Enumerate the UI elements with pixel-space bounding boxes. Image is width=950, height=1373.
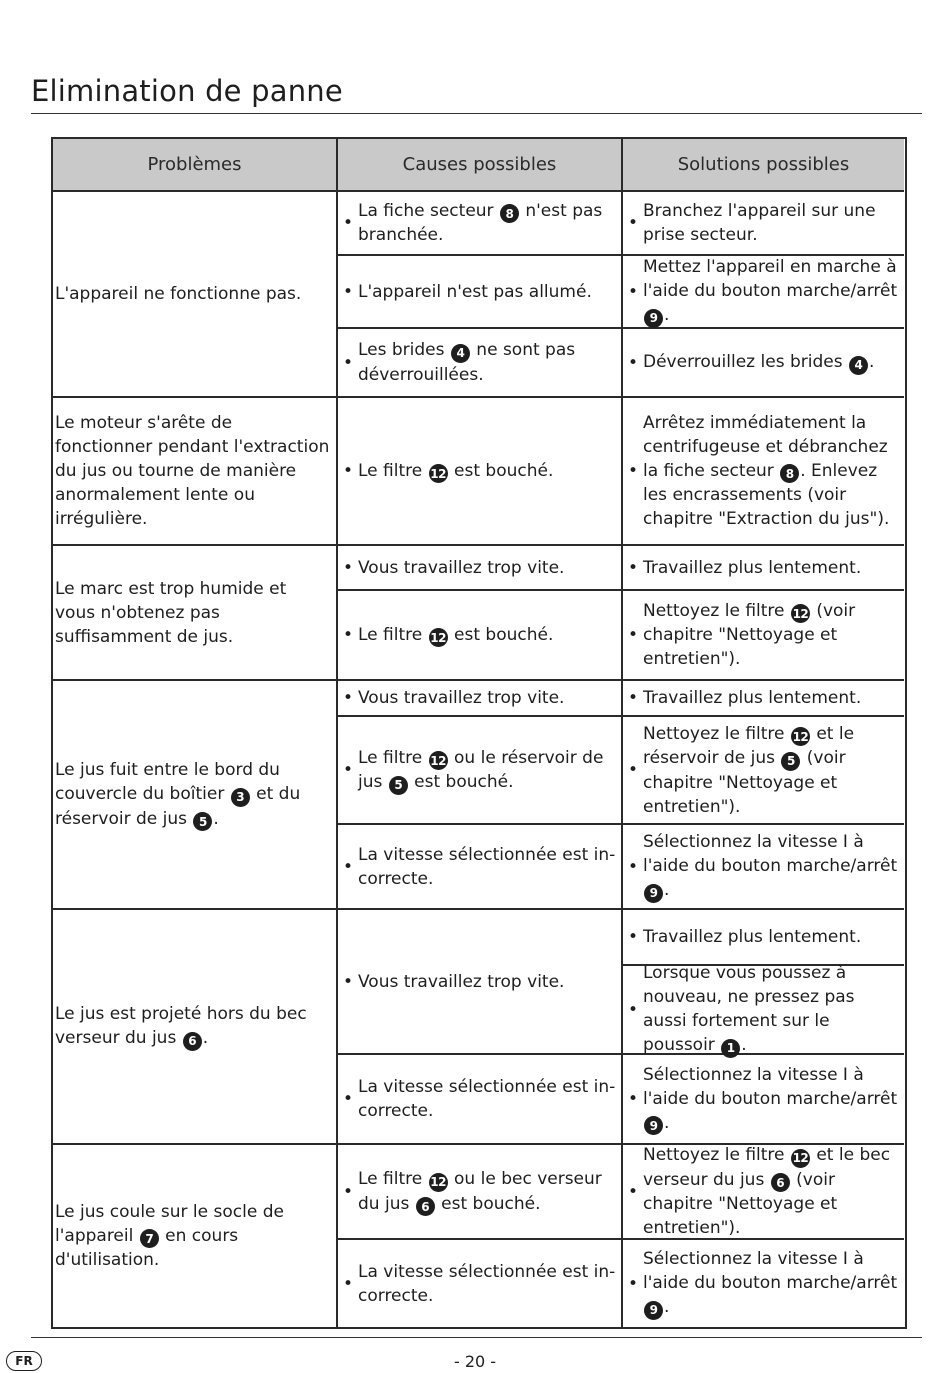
bullet-icon: • xyxy=(628,856,639,877)
text-segment: et le réservoir de jus xyxy=(643,723,855,768)
cell-text xyxy=(358,843,617,891)
part-number-marker: 3 xyxy=(231,788,250,807)
text-segment: La vitesse sélectionnée est incorrecte. xyxy=(358,1261,616,1306)
part-number-marker: 12 xyxy=(791,1149,810,1168)
cell-text xyxy=(643,830,900,903)
text-segment: Le jus fuit entre le bord du couvercle du boîtier xyxy=(55,760,280,804)
cell-text xyxy=(358,280,617,304)
text-segment: L'appareil ne fonctionne pas. xyxy=(55,284,302,304)
part-number-marker: 6 xyxy=(771,1173,790,1192)
bullet-icon: • xyxy=(628,1273,639,1294)
problem-cell xyxy=(53,546,338,681)
cell-text xyxy=(358,686,617,710)
text-segment: ne sont pas déverrouillées. xyxy=(358,340,576,385)
part-number-marker: 12 xyxy=(429,464,448,483)
problem-cell xyxy=(53,681,338,910)
text-segment: Travaillez plus lentement. xyxy=(643,927,862,947)
bullet-icon: • xyxy=(628,461,639,481)
cell-text xyxy=(643,556,900,580)
cell-text xyxy=(358,1075,617,1123)
text-segment: . xyxy=(741,1035,747,1056)
page-title: Elimination de panne xyxy=(31,74,343,108)
cause-item xyxy=(338,1055,623,1145)
text-segment: La vitesse sélectionnée est incorrecte. xyxy=(358,1077,616,1121)
header-causes: Causes possibles xyxy=(338,139,623,192)
solution-item xyxy=(623,398,904,546)
cause-item xyxy=(338,192,623,256)
problem-cell xyxy=(53,192,338,398)
text-segment: . xyxy=(213,808,219,829)
part-number-marker: 7 xyxy=(140,1229,159,1248)
part-number-marker: 12 xyxy=(791,727,810,746)
text-segment: Le moteur s'arête de fonctionner pendant l'extraction du jus ou tourne de manière anormalement lente ou irrégulière. xyxy=(55,413,330,529)
part-number-marker: 5 xyxy=(193,812,212,831)
text-segment: Le filtre xyxy=(358,1169,428,1189)
troubleshooting-table xyxy=(51,137,907,1329)
solution-item xyxy=(623,963,904,1056)
solution-item xyxy=(623,546,904,591)
bullet-icon: • xyxy=(628,1089,639,1109)
part-number-marker: 12 xyxy=(429,751,448,770)
cell-text xyxy=(643,961,900,1058)
text-segment: . xyxy=(664,305,670,326)
cause-item xyxy=(338,910,623,1055)
text-segment: La fiche secteur xyxy=(358,200,499,221)
text-segment: n'est pas branchée. xyxy=(358,200,603,246)
bullet-icon: • xyxy=(343,971,354,992)
bullet-icon: • xyxy=(343,1089,354,1109)
text-segment: L'appareil n'est pas allumé. xyxy=(358,281,592,302)
footer-divider xyxy=(31,1337,922,1338)
cell-text xyxy=(358,623,617,648)
bullet-icon: • xyxy=(343,856,354,877)
bullet-icon: • xyxy=(628,625,639,645)
cell-text xyxy=(643,199,900,247)
text-segment: est bouché. xyxy=(408,772,514,792)
bullet-icon: • xyxy=(343,213,354,233)
bullet-icon: • xyxy=(628,352,639,373)
part-number-marker: 12 xyxy=(429,628,448,647)
text-segment: Le filtre xyxy=(358,624,428,645)
solution-item xyxy=(623,681,904,717)
text-segment: Arrêtez immédiatement la centrifugeuse et débranchez la fiche secteur xyxy=(643,412,888,481)
cause-item xyxy=(338,1240,623,1327)
cause-item xyxy=(338,546,623,591)
text-segment: Travaillez plus lentement. xyxy=(643,557,862,578)
bullet-icon: • xyxy=(628,688,639,708)
bullet-icon: • xyxy=(628,1181,639,1202)
cause-item xyxy=(338,256,623,329)
text-segment: . xyxy=(664,880,670,901)
text-segment: Branchez l'appareil sur une prise secteur. xyxy=(643,201,876,245)
page-number: - 20 - xyxy=(453,1352,497,1371)
part-number-marker: 1 xyxy=(721,1039,740,1058)
part-number-marker: 9 xyxy=(644,1116,663,1135)
bullet-icon: • xyxy=(628,557,639,578)
part-number-marker: 6 xyxy=(183,1032,202,1051)
problem-cell xyxy=(53,1145,338,1327)
text-segment: en cours d'utilisation. xyxy=(55,1225,239,1271)
cell-text xyxy=(643,255,900,328)
cell-text xyxy=(55,1200,330,1273)
cell-text xyxy=(643,1247,900,1320)
solution-item xyxy=(623,1145,904,1240)
cell-text xyxy=(643,722,900,819)
bullet-icon: • xyxy=(628,927,639,947)
problem-cell xyxy=(53,398,338,546)
cell-text xyxy=(55,411,330,531)
text-segment: Mettez l'appareil en marche à l'aide du bouton marche/arrêt xyxy=(643,257,898,302)
solution-item xyxy=(623,591,904,681)
part-number-marker: 9 xyxy=(644,884,663,903)
cause-item xyxy=(338,717,623,825)
cell-text xyxy=(55,577,330,649)
text-segment: est bouché. xyxy=(448,624,554,645)
language-badge: FR xyxy=(6,1351,42,1371)
part-number-marker: 8 xyxy=(500,204,519,223)
text-segment: Nettoyez le filtre xyxy=(643,723,790,744)
cell-text xyxy=(358,1260,617,1308)
solution-item xyxy=(623,329,904,398)
bullet-icon: • xyxy=(343,281,354,302)
text-segment: La vitesse sélectionnée est incorrecte. xyxy=(358,844,616,889)
cell-text xyxy=(358,199,617,248)
text-segment: . xyxy=(664,1112,670,1133)
cell-text xyxy=(643,1063,900,1136)
text-segment: (voir chapitre "Nettoyage et entretien"). xyxy=(643,600,856,670)
text-segment: . xyxy=(202,1028,209,1049)
text-segment: (voir chapitre "Nettoyage et entretien"). xyxy=(643,748,846,817)
text-segment: Le jus est projeté hors du bec verseur du jus xyxy=(55,1004,307,1049)
cell-text xyxy=(643,1143,900,1240)
cause-item xyxy=(338,825,623,910)
text-segment: Vous travaillez trop vite. xyxy=(358,557,565,578)
cause-item xyxy=(338,398,623,546)
bullet-icon: • xyxy=(343,1181,354,1202)
cell-text xyxy=(358,459,617,484)
cell-text xyxy=(55,1002,330,1051)
text-segment: Lorsque vous poussez à nouveau, ne pressez pas aussi fortement sur le poussoir xyxy=(643,963,855,1056)
text-segment: Les brides xyxy=(358,340,450,361)
cause-item xyxy=(338,329,623,398)
cell-text xyxy=(55,758,330,831)
text-segment: Vous travaillez trop vite. xyxy=(358,688,565,708)
text-segment: est bouché. xyxy=(435,1193,541,1214)
text-segment: Nettoyez le filtre xyxy=(643,1145,790,1165)
cause-item xyxy=(338,591,623,681)
part-number-marker: 9 xyxy=(644,309,663,328)
text-segment: ou le réservoir de jus xyxy=(358,747,604,792)
part-number-marker: 6 xyxy=(416,1197,435,1216)
cell-text xyxy=(643,686,900,710)
bullet-icon: • xyxy=(628,760,639,780)
solution-item xyxy=(623,1055,904,1145)
cell-text xyxy=(55,282,301,306)
title-divider xyxy=(31,113,922,114)
part-number-marker: 8 xyxy=(780,464,799,483)
cell-text xyxy=(358,746,617,795)
text-segment: Le filtre xyxy=(358,747,428,768)
text-segment: Sélectionnez la vitesse I à l'aide du bouton marche/arrêt xyxy=(643,1249,898,1294)
header-problems: Problèmes xyxy=(53,139,338,192)
bullet-icon: • xyxy=(343,1273,354,1294)
part-number-marker: 9 xyxy=(644,1301,663,1320)
text-segment: Le jus coule sur le socle de l'appareil xyxy=(55,1201,284,1246)
bullet-icon: • xyxy=(343,352,354,373)
cell-text xyxy=(643,350,900,375)
cell-text xyxy=(643,599,900,672)
part-number-marker: 12 xyxy=(429,1173,448,1192)
cause-item xyxy=(338,1145,623,1240)
bullet-icon: • xyxy=(343,557,354,578)
cell-text xyxy=(643,411,900,532)
bullet-icon: • xyxy=(628,999,639,1020)
part-number-marker: 12 xyxy=(791,604,810,623)
text-segment: Le marc est trop humide et vous n'obtenez pas suffisamment de jus. xyxy=(55,578,287,647)
text-segment: Sélectionnez la vitesse I à l'aide du bouton marche/arrêt xyxy=(643,1064,898,1109)
text-segment: Vous travaillez trop vite. xyxy=(358,971,565,992)
solution-item xyxy=(623,717,904,825)
problem-cell xyxy=(53,910,338,1145)
part-number-marker: 5 xyxy=(389,776,408,795)
text-segment: Déverrouillez les brides xyxy=(643,352,848,373)
cause-item xyxy=(338,681,623,717)
cell-text xyxy=(358,970,617,994)
part-number-marker: 5 xyxy=(781,752,800,771)
text-segment: (voir chapitre "Nettoyage et entretien"). xyxy=(643,1169,838,1238)
text-segment: . Enlevez les encrassements (voir chapitre "Extraction du jus"). xyxy=(643,460,890,530)
text-segment: ou le bec verseur du jus xyxy=(358,1169,602,1214)
bullet-icon: • xyxy=(628,213,639,233)
text-segment: Sélectionnez la vitesse I à l'aide du bouton marche/arrêt xyxy=(643,832,898,877)
cell-text xyxy=(358,556,617,580)
bullet-icon: • xyxy=(343,688,354,708)
text-segment: Travaillez plus lentement. xyxy=(643,688,862,708)
solution-item xyxy=(623,825,904,910)
cell-text xyxy=(358,1167,617,1216)
bullet-icon: • xyxy=(343,760,354,780)
solution-item xyxy=(623,910,904,966)
part-number-marker: 4 xyxy=(849,356,868,375)
bullet-icon: • xyxy=(343,461,354,481)
text-segment: et du réservoir de jus xyxy=(55,784,301,829)
text-segment: . xyxy=(868,352,875,373)
text-segment: Le filtre xyxy=(358,460,428,481)
bullet-icon: • xyxy=(343,625,354,645)
header-solutions: Solutions possibles xyxy=(623,139,904,192)
part-number-marker: 4 xyxy=(451,344,470,363)
text-segment: et le bec verseur du jus xyxy=(643,1145,891,1190)
cell-text xyxy=(643,925,900,949)
text-segment: . xyxy=(664,1297,670,1318)
solution-item xyxy=(623,192,904,256)
solution-item xyxy=(623,256,904,329)
cell-text xyxy=(358,338,617,387)
text-segment: est bouché. xyxy=(448,460,554,481)
solution-item xyxy=(623,1240,904,1327)
bullet-icon: • xyxy=(628,281,639,302)
text-segment: Nettoyez le filtre xyxy=(643,600,790,621)
